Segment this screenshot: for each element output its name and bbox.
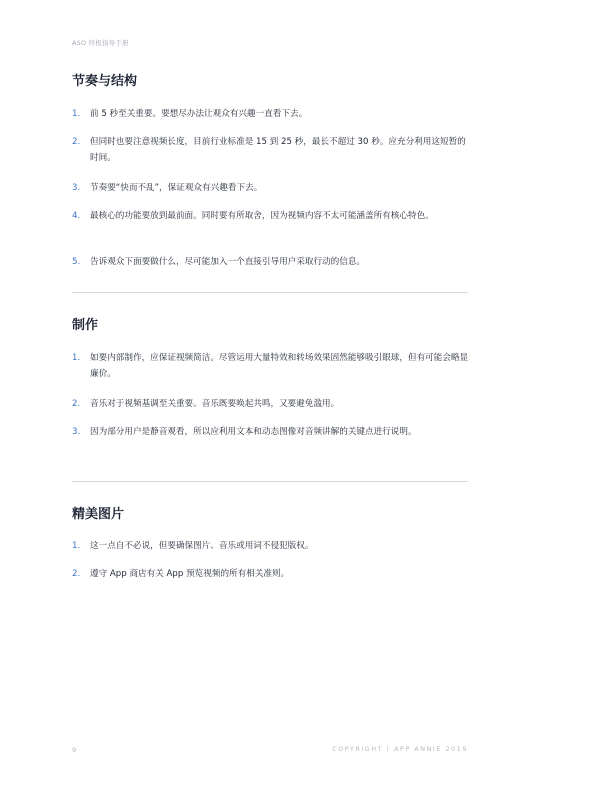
item-text: 遵守 App 商店有关 App 预览视频的所有相关准则。 [90, 569, 290, 579]
item-number: 4. [72, 211, 81, 221]
item-text: 最核心的功能要放到最前面。同时要有所取舍，因为视频内容不太可能涵盖所有核心特色。 [90, 211, 434, 221]
section-pacing-structure [72, 74, 470, 90]
item-text: 音乐对于视频基调至关重要。音乐既要唤起共鸣，又要避免滥用。 [90, 399, 340, 409]
list-item [72, 134, 470, 166]
item-text: 节奏要“快而不乱”，保证观众有兴趣看下去。 [90, 183, 263, 193]
section-divider [72, 481, 468, 482]
running-header: ASO 终极指导手册 [72, 39, 129, 47]
section-divider [72, 292, 468, 293]
copyright-notice: COPYRIGHT | APP ANNIE 2019 [332, 746, 468, 753]
section-title: 节奏与结构 [72, 74, 138, 89]
item-number: 3. [72, 183, 81, 193]
list-item [72, 180, 470, 196]
list-item [72, 424, 470, 440]
list-item [72, 538, 470, 554]
list-item [72, 566, 470, 582]
item-text: 告诉观众下面要做什么，尽可能加入一个直接引导用户采取行动的信息。 [90, 257, 366, 267]
list-item [72, 396, 470, 412]
item-number: 2. [72, 569, 81, 579]
section-title: 精美图片 [72, 507, 125, 522]
item-number: 1. [72, 109, 81, 119]
list-item [72, 254, 470, 270]
page-number: 9 [72, 746, 77, 754]
section-production [72, 318, 470, 334]
item-text: 但同时也要注意视频长度，目前行业标准是 15 到 25 秒，最长不超过 30 秒。应充分利用这短暂的时间。 [90, 137, 466, 163]
item-number: 1. [72, 353, 81, 363]
item-number: 5. [72, 257, 81, 267]
section-title: 制作 [72, 318, 99, 333]
item-number: 2. [72, 137, 81, 147]
list-item [72, 350, 470, 382]
item-text: 如要内部制作，应保证视频简洁。尽管运用大量特效和转场效果固然能够吸引眼球，但有可能会略显廉价。 [90, 353, 469, 379]
item-text: 前 5 秒至关重要。要想尽办法让观众有兴趣一直看下去。 [90, 109, 308, 119]
item-text: 这一点自不必说，但要确保图片、音乐或用词不侵犯版权。 [90, 541, 314, 551]
list-item [72, 208, 470, 224]
section-great-images [72, 507, 470, 523]
list-item [72, 106, 470, 122]
item-number: 3. [72, 427, 81, 437]
item-number: 1. [72, 541, 81, 551]
item-number: 2. [72, 399, 81, 409]
item-text: 因为部分用户是静音观看，所以应利用文本和动态图像对音频讲解的关键点进行说明。 [90, 427, 417, 437]
